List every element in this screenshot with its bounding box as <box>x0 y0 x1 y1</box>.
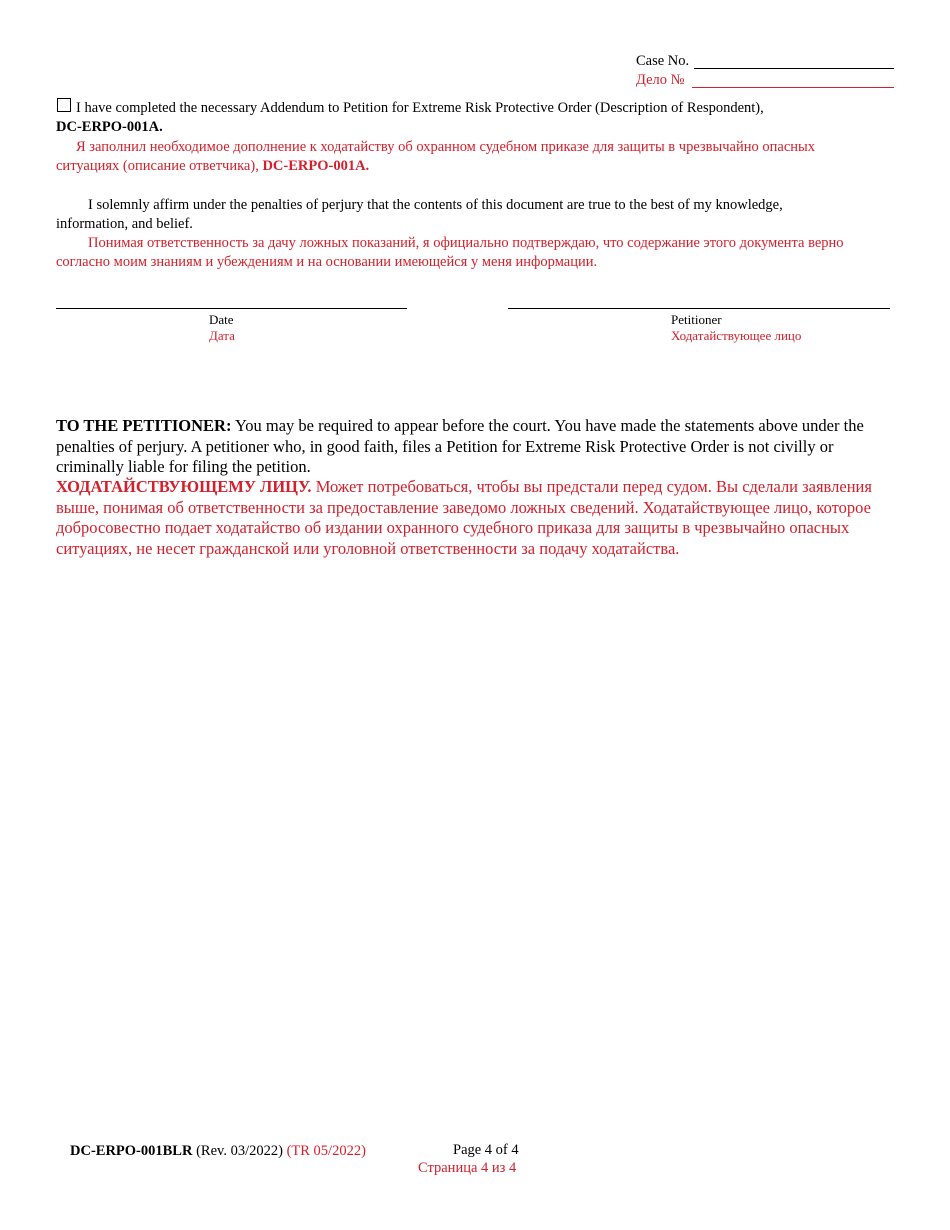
footer-page-number-ru: Страница 4 из 4 <box>418 1160 517 1176</box>
petitioner-notice-heading-ru: ХОДАТАЙСТВУЮЩЕМУ ЛИЦУ. <box>56 477 312 496</box>
addendum-form-code: DC-ERPO-001A. <box>56 119 163 135</box>
footer-form-id <box>70 1142 366 1161</box>
affirmation-text: I solemnly affirm under the penalties of perjury that the contents of this document are true to the best of my knowledge, information, and belief. <box>56 197 783 232</box>
case-number-field-ru <box>692 87 894 88</box>
addendum-form-code-ru: DC-ERPO-001A. <box>262 158 370 174</box>
case-number-label: Case No. <box>636 53 690 69</box>
affirmation-text-ru: Понимая ответственность за дачу ложных показаний, я официально подтверждаю, что содержание этого документа верно согласно моим знаниям и убеждениям и на основании имеющейся у меня информации. <box>56 235 844 270</box>
footer-form-code: DC-ERPO-001BLR <box>70 1143 193 1159</box>
footer-revision: (Rev. 03/2022) <box>192 1143 283 1159</box>
petitioner-notice-ru <box>56 477 901 559</box>
date-label: Date <box>209 312 234 327</box>
addendum-text-ru-body: Я заполнил необходимое дополнение к ходатайству об охранном судебном приказе для защиты в чрезвычайно опасных ситуациях (описание ответчика), <box>56 139 816 174</box>
petitioner-label-ru: Ходатайствующее лицо <box>671 328 802 343</box>
petitioner-notice <box>56 416 896 478</box>
addendum-checkbox[interactable] <box>57 98 71 112</box>
case-number-label-ru: Дело № <box>636 72 685 88</box>
footer-page-number: Page 4 of 4 <box>453 1142 519 1158</box>
case-number-field[interactable] <box>694 68 894 69</box>
petitioner-notice-text-ru: Может потребоваться, чтобы вы предстали перед судом. Вы сделали заявления выше, понимая об ответственности за предоставление заведомо ложных сведений. Ходатайствующее лицо, которое добросовестно подает ходатайство об издании охранного судебного приказа для защиты в чрезвычайно опасных ситуациях, не несет гражданской или уголовной ответственности за подачу ходатайства. <box>56 477 872 558</box>
date-signature-line[interactable] <box>56 308 407 309</box>
date-label-ru: Дата <box>209 328 235 343</box>
addendum-text-ru <box>56 138 836 176</box>
footer-translation-revision: (TR 05/2022) <box>282 1143 366 1159</box>
petitioner-signature-line[interactable] <box>508 308 890 309</box>
addendum-text: I have completed the necessary Addendum to Petition for Extreme Risk Protective Order (Description of Respondent), <box>76 100 764 116</box>
petitioner-notice-text: You may be required to appear before the court. You have made the statements above under the penalties of perjury. A petitioner who, in good faith, files a Petition for Extreme Risk Protective Order is not civilly or criminally liable for filing the petition. <box>56 416 864 476</box>
petitioner-notice-heading: TO THE PETITIONER: <box>56 416 232 435</box>
petitioner-label: Petitioner <box>671 312 722 327</box>
